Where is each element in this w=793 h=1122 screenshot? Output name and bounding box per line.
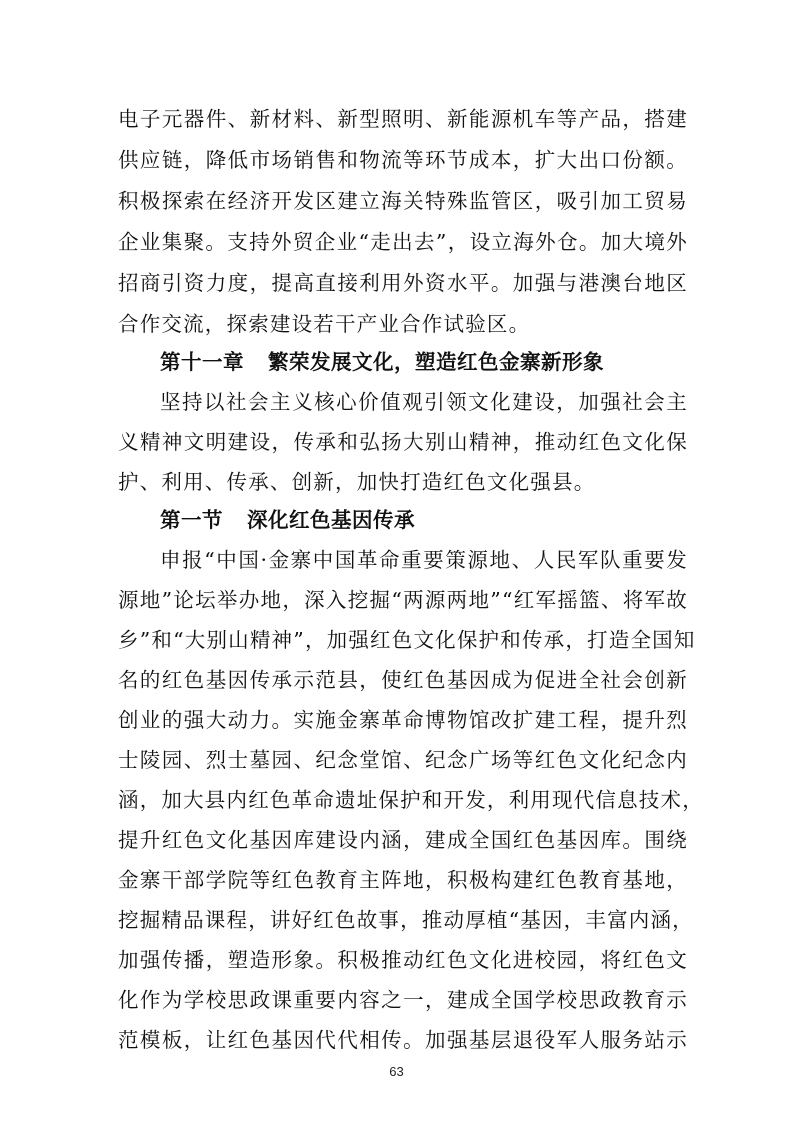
paragraph-line: 护、利用、传承、创新，加快打造红色文化强县。 xyxy=(118,470,596,494)
paragraph-line: 化作为学校思政课重要内容之一，建成全国学校思政教育示 xyxy=(118,988,688,1012)
section-heading xyxy=(160,501,415,539)
paragraph-line: 创业的强大动力。实施金寨革命博物馆改扩建工程，提升烈 xyxy=(118,708,688,732)
paragraph-line: 士陵园、烈士墓园、纪念堂馆、纪念广场等红色文化纪念内 xyxy=(118,748,688,772)
paragraph-line: 加强传播，塑造形象。积极推动红色文化进校园，将红色文 xyxy=(118,948,688,972)
paragraph-line: 招商引资力度，提高直接利用外资水平。加强与港澳台地区 xyxy=(118,271,688,295)
paragraph-line: 乡”和“大别山精神”，加强红色文化保护和传承，打造全国知 xyxy=(118,628,696,652)
paragraph-line: 提升红色文化基因库建设内涵，建成全国红色基因库。围绕 xyxy=(118,828,688,852)
chapter-title: 繁荣发展文化，塑造红色金寨新形象 xyxy=(268,350,604,374)
paragraph-line: 金寨干部学院等红色教育主阵地，积极构建红色教育基地， xyxy=(118,868,688,892)
paragraph-line: 源地”论坛举办地，深入挖掘“两源两地”“红军摇篮、将军故 xyxy=(118,588,688,612)
paragraph-line: 范模板，让红色基因代代相传。加强基层退役军人服务站示 xyxy=(118,1028,688,1052)
paragraph-line: 挖掘精品课程，讲好红色故事，推动厚植“基因，丰富内涵， xyxy=(118,908,694,932)
section-number: 第一节 xyxy=(160,508,223,532)
paragraph-line: 申报“中国·金寨中国革命重要策源地、人民军队重要发 xyxy=(160,548,688,572)
page-number: 63 xyxy=(389,1064,404,1079)
paragraph-line: 积极探索在经济开发区建立海关特殊监管区，吸引加工贸易 xyxy=(118,189,688,213)
section-title: 深化红色基因传承 xyxy=(247,508,415,532)
paragraph-line: 电子元器件、新材料、新型照明、新能源机车等产品，搭建 xyxy=(118,107,688,131)
chapter-number: 第十一章 xyxy=(160,350,244,374)
paragraph-line: 坚持以社会主义核心价值观引领文化建设，加强社会主 xyxy=(160,390,688,414)
chapter-heading xyxy=(160,343,604,381)
paragraph-line: 合作交流，探索建设若干产业合作试验区。 xyxy=(118,312,531,336)
paragraph-line: 企业集聚。支持外贸企业“走出去”，设立海外仓。加大境外 xyxy=(118,230,688,254)
paragraph-line: 涵，加大县内红色革命遗址保护和开发，利用现代信息技术， xyxy=(118,788,704,812)
paragraph-line: 名的红色基因传承示范县，使红色基因成为促进全社会创新 xyxy=(118,668,688,692)
paragraph-line: 供应链，降低市场销售和物流等环节成本，扩大出口份额。 xyxy=(118,148,688,172)
paragraph-line: 义精神文明建设，传承和弘扬大别山精神，推动红色文化保 xyxy=(118,430,688,454)
